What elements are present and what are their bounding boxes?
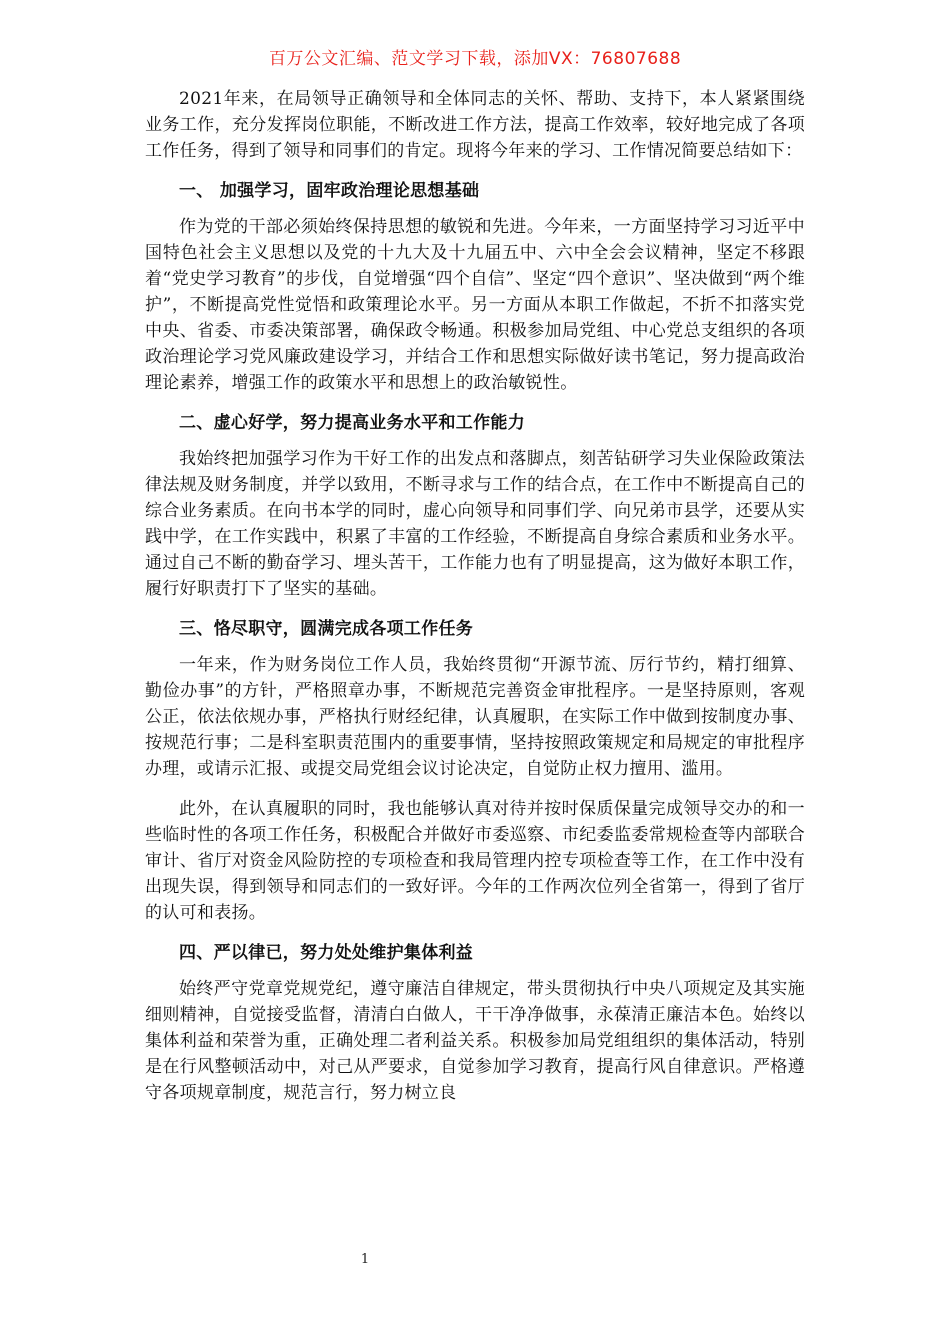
section-3-paragraph-1: 一年来，作为财务岗位工作人员，我始终贯彻“开源节流、厉行节约，精打细算、勤俭办事”的方针，严格照章办事，不断规范完善资金审批程序。一是坚持原则，客观公正，依法依规办事，严格执行财经纪律，认真履职，在实际工作中做到按制度办事、按规范行事；二是科室职责范围内的重要事情，坚持按照政策规定和局规定的审批程序办理，或请示汇报、或提交局党组会议讨论决定，自觉防止权力擅用、滥用。 (145, 655, 805, 779)
section-2-paragraph-1: 我始终把加强学习作为干好工作的出发点和落脚点，刻苦钻研学习失业保险政策法律法规及财务制度，并学以致用，不断寻求与工作的结合点，在工作中不断提高自己的综合业务素质。在向书本学的同时，虚心向领导和同事们学、向兄弟市县学，还要从实践中学，在工作实践中，积累了丰富的工作经验，不断提高自身综合素质和业务水平。通过自己不断的勤奋学习、埋头苦干，工作能力也有了明显提高，这为做好本职工作，履行好职责打下了坚实的基础。 (145, 449, 805, 599)
header-banner: 百万公文汇编、范文学习下载，添加VX：76807688 (268, 49, 682, 69)
page-number: 1 (360, 1252, 370, 1267)
document-body (145, 86, 805, 1106)
section-heading-3: 三、恪尽职守，圆满完成各项工作任务 (179, 619, 474, 639)
section-heading-4: 四、严以律已，努力处处维护集体利益 (179, 943, 474, 963)
section-4-paragraph-1: 始终严守党章党规党纪，遵守廉洁自律规定，带头贯彻执行中央八项规定及其实施细则精神，自觉接受监督，清清白白做人，干干净净做事，永葆清正廉洁本色。始终以集体利益和荣誉为重，正确处理二者利益关系。积极参加局党组组织的集体活动，特别是在行风整顿活动中，对己从严要求，自觉参加学习教育，提高行风自律意识。严格遵守各项规章制度，规范言行，努力树立良 (145, 979, 805, 1103)
section-heading-1: 一、 加强学习，固牢政治理论思想基础 (179, 181, 480, 201)
section-heading-2: 二、虚心好学，努力提高业务水平和工作能力 (179, 413, 525, 433)
intro-paragraph: 2021年来，在局领导正确领导和全体同志的关怀、帮助、支持下，本人紧紧围绕业务工作，充分发挥岗位职能，不断改进工作方法，提高工作效率，较好地完成了各项工作任务，得到了领导和同事们的肯定。现将今年来的学习、工作情况简要总结如下： (145, 89, 805, 161)
section-3-paragraph-2: 此外，在认真履职的同时，我也能够认真对待并按时保质保量完成领导交办的和一些临时性的各项工作任务，积极配合并做好市委巡察、市纪委监委常规检查等内部联合审计、省厅对资金风险防控的专项检查和我局管理内控专项检查等工作，在工作中没有出现失误，得到领导和同志们的一致好评。今年的工作两次位列全省第一，得到了省厅的认可和表扬。 (145, 799, 805, 923)
section-1-paragraph-1: 作为党的干部必须始终保持思想的敏锐和先进。今年来，一方面坚持学习习近平中国特色社会主义思想以及党的十九大及十九届五中、六中全会会议精神，坚定不移跟着“党史学习教育”的步伐，自觉增强“四个自信”、坚定“四个意识”、坚决做到“两个维护”，不断提高党性觉悟和政策理论水平。另一方面从本职工作做起，不折不扣落实党中央、省委、市委决策部署，确保政令畅通。积极参加局党组、中心党总支组织的各项政治理论学习党风廉政建设学习，并结合工作和思想实际做好读书笔记，努力提高政治理论素养，增强工作的政策水平和思想上的政治敏锐性。 (145, 217, 805, 393)
